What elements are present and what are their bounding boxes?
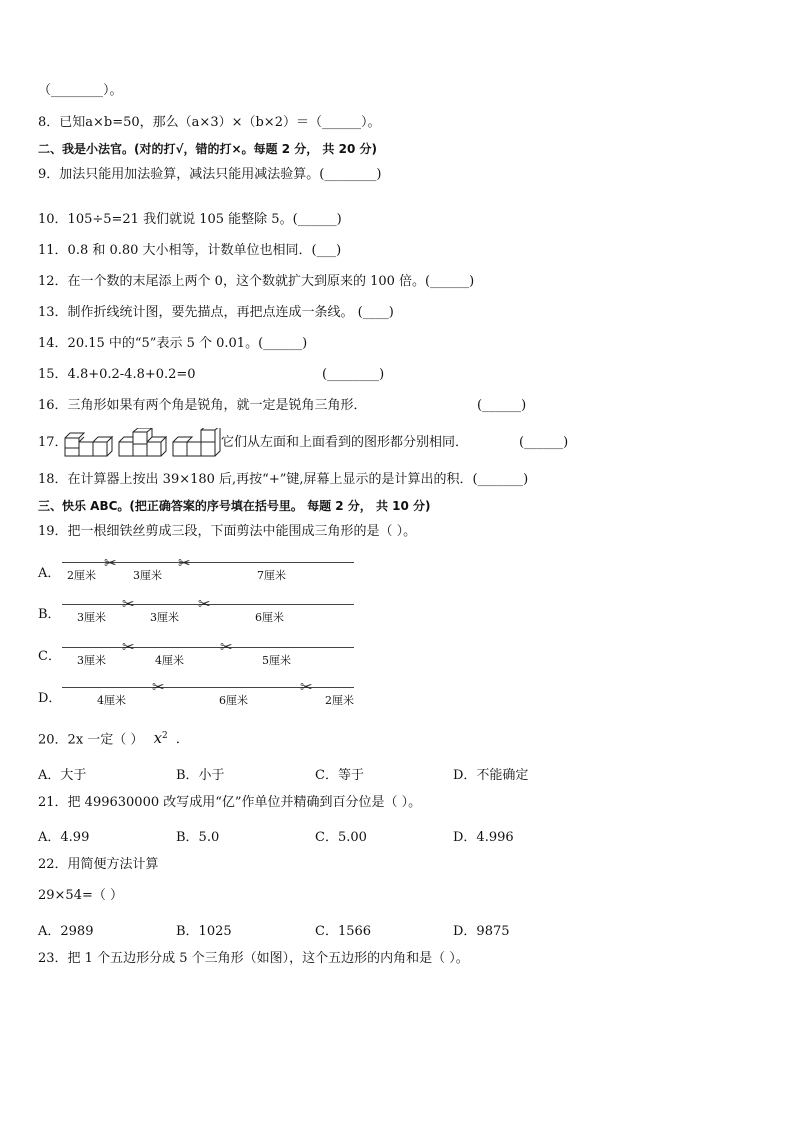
section-heading-3: 三、快乐 ABC。(把正确答案的序号填在括号里。 每题 2 分， 共 10 分) bbox=[38, 499, 431, 513]
q19-d-seg-1: 4厘米 bbox=[97, 694, 126, 707]
q19-option-b-label: B． bbox=[38, 607, 61, 622]
question-20-end: ． bbox=[175, 732, 189, 748]
question-8: 8．已知a×b=50，那么（a×3）×（b×2）＝（______）。 bbox=[38, 115, 381, 130]
q20-option-d: D．不能确定 bbox=[453, 768, 529, 783]
question-20 bbox=[38, 728, 189, 748]
cube-figure-1 bbox=[63, 428, 115, 460]
scissors-icon: ✂ bbox=[300, 678, 313, 696]
question-20-var: x bbox=[153, 729, 163, 748]
q19-option-d-label: D． bbox=[38, 691, 62, 706]
question-20-exponent: 2 bbox=[162, 731, 168, 741]
scissors-icon: ✂ bbox=[178, 554, 191, 572]
q21-option-b: B．5.0 bbox=[176, 830, 220, 845]
q20-option-a: A．大于 bbox=[38, 768, 87, 783]
question-15: 15．4.8+0.2-4.8+0.2=0 bbox=[38, 367, 196, 382]
q21-option-a: A．4.99 bbox=[38, 830, 90, 845]
question-10: 10．105÷5=21 我们就说 105 能整除 5。(______) bbox=[38, 212, 342, 227]
q19-c-seg-2: 4厘米 bbox=[155, 654, 184, 667]
cube-figure-3 bbox=[171, 428, 223, 460]
q22-option-d: D．9875 bbox=[453, 924, 510, 939]
question-22: 22．用简便方法计算 bbox=[38, 857, 159, 872]
question-17-text: 它们从左面和上面看到的图形都分别相同． bbox=[221, 435, 469, 450]
q19-a-seg-3: 7厘米 bbox=[257, 569, 286, 582]
question-17-blank: (______) bbox=[519, 435, 569, 450]
question-14: 14．20.15 中的“5”表示 5 个 0.01。(______) bbox=[38, 336, 308, 351]
question-16-blank: (______) bbox=[477, 398, 527, 413]
q22-option-c: C．1566 bbox=[315, 924, 372, 939]
q19-c-seg-1: 3厘米 bbox=[77, 654, 106, 667]
q21-option-d: D．4.996 bbox=[453, 830, 514, 845]
question-19: 19．把一根细铁丝剪成三段，下面剪法中能围成三角形的是（ ）。 bbox=[38, 524, 417, 539]
question-15-blank: (________) bbox=[322, 367, 385, 382]
q19-option-a-label: A． bbox=[38, 566, 61, 581]
q20-option-b: B．小于 bbox=[176, 768, 225, 783]
q22-option-a: A．2989 bbox=[38, 924, 94, 939]
question-17-number: 17． bbox=[38, 435, 68, 450]
scissors-icon: ✂ bbox=[104, 554, 117, 572]
question-16: 16．三角形如果有两个角是锐角，就一定是锐角三角形． bbox=[38, 398, 367, 413]
question-20-text: 20．2x 一定（ ） bbox=[38, 732, 144, 748]
scissors-icon: ✂ bbox=[122, 638, 135, 656]
question-9: 9．加法只能用加法验算，减法只能用减法验算。(________) bbox=[38, 167, 382, 182]
q19-b-seg-3: 6厘米 bbox=[255, 611, 284, 624]
question-12: 12．在一个数的末尾添上两个 0，这个数就扩大到原来的 100 倍。(______) bbox=[38, 274, 475, 289]
question-21: 21．把 499630000 改写成用“亿”作单位并精确到百分位是（ ）。 bbox=[38, 795, 422, 810]
question-11: 11．0.8 和 0.80 大小相等，计数单位也相同．(___) bbox=[38, 243, 342, 258]
q19-c-seg-3: 5厘米 bbox=[262, 654, 291, 667]
q21-option-c: C．5.00 bbox=[315, 830, 367, 845]
q19-b-seg-1: 3厘米 bbox=[77, 611, 106, 624]
q19-d-seg-2: 6厘米 bbox=[219, 694, 248, 707]
scissors-icon: ✂ bbox=[152, 678, 165, 696]
question-18: 18．在计算器上按出 39×180 后,再按“+”键,屏幕上显示的是计算出的积．(_______) bbox=[38, 472, 529, 487]
section-heading-2: 二、我是小法官。(对的打√，错的打×。每题 2 分， 共 20 分) bbox=[38, 142, 377, 156]
q19-a-seg-1: 2厘米 bbox=[67, 569, 96, 582]
cube-figure-2 bbox=[117, 428, 169, 460]
scissors-icon: ✂ bbox=[122, 595, 135, 613]
scissors-icon: ✂ bbox=[198, 595, 211, 613]
question-23: 23．把 1 个五边形分成 5 个三角形（如图），这个五边形的内角和是（ ）。 bbox=[38, 951, 469, 966]
q20-option-c: C．等于 bbox=[315, 768, 364, 783]
question-22-expression: 29×54=（ ） bbox=[38, 888, 124, 903]
q19-option-c-wire bbox=[62, 647, 354, 648]
scissors-icon: ✂ bbox=[220, 638, 233, 656]
q19-a-seg-2: 3厘米 bbox=[133, 569, 162, 582]
answer-blank-line: （________）。 bbox=[38, 83, 123, 98]
q19-option-c-label: C． bbox=[38, 649, 61, 664]
q19-b-seg-2: 3厘米 bbox=[150, 611, 179, 624]
q22-option-b: B．1025 bbox=[176, 924, 232, 939]
question-13: 13．制作折线统计图，要先描点，再把点连成一条线。 (____) bbox=[38, 305, 394, 320]
q19-d-seg-3: 2厘米 bbox=[325, 694, 354, 707]
